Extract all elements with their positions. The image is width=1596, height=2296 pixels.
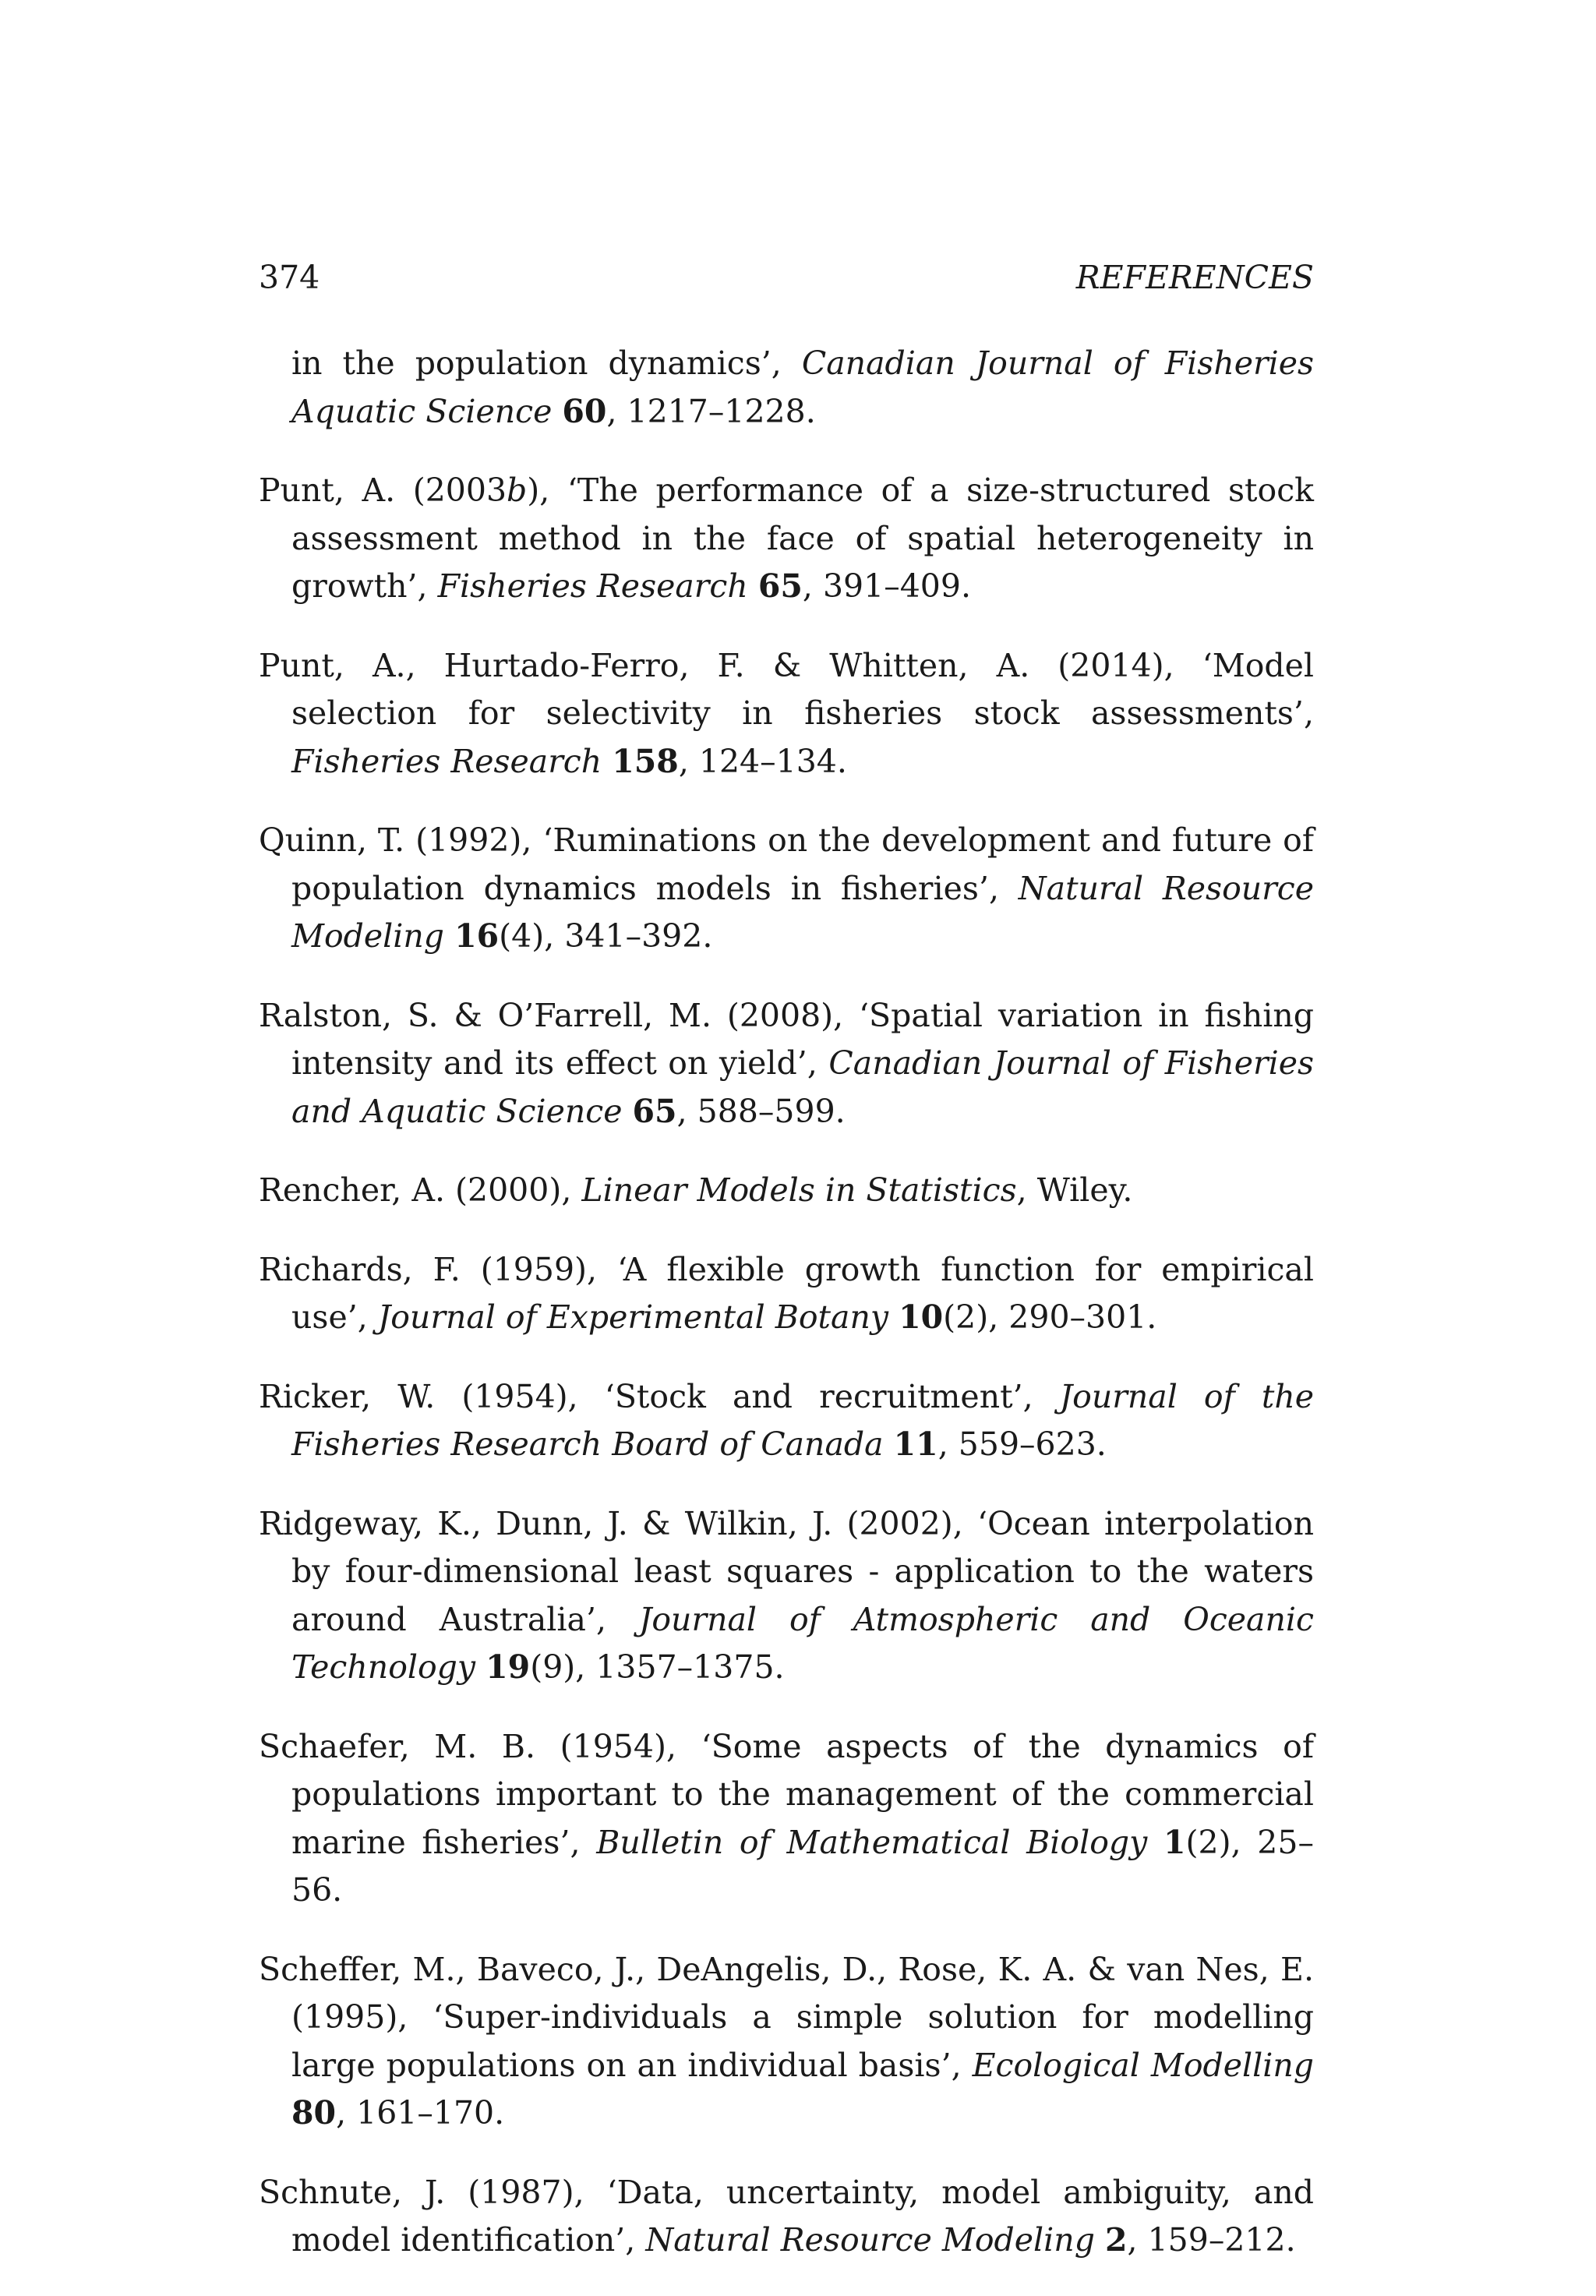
reference-text: ), ‘The performance of a size-structured stock assessment method in the face of spatial heterogeneity in growth’, (291, 472, 1315, 605)
reference-text (602, 743, 612, 780)
reference-text: , 124–134. (678, 742, 847, 780)
reference-text: , 391–409. (802, 567, 972, 605)
reference-italic-text: Journal of Atmospheric and Oceanic Technology (291, 1600, 1314, 1686)
reference-text: (4), 341–392. (499, 917, 713, 955)
reference-text: Ricker, W. (1954), ‘Stock and recruitment’, (259, 1377, 1060, 1415)
reference-volume: 65 (757, 567, 803, 605)
reference-text: Schnute, J. (1987), ‘Data, uncertainty, model ambiguity, and model identification’, (259, 2173, 1314, 2259)
reference-text (748, 567, 758, 605)
reference-volume: 2 (1104, 2221, 1128, 2259)
reference-text: , 161–170. (336, 2094, 505, 2132)
reference-text (1095, 2221, 1105, 2259)
reference-text: Quinn, T. (1992), ‘Ruminations on the development and future of population dynamics models in fisheries’, (259, 821, 1314, 907)
reference-italic-text: Canadian Journal of Fisheries and Aquatic Science (291, 1044, 1314, 1130)
reference-entry-continued (259, 340, 1314, 436)
reference-entry (259, 1723, 1314, 1915)
reference-italic-text: b (507, 472, 528, 509)
reference-volume: 65 (632, 1092, 677, 1130)
running-head (259, 254, 1314, 301)
reference-volume: 1 (1163, 1823, 1186, 1861)
reference-entry (259, 1946, 1314, 2138)
reference-italic-text: Journal of Experimental Botany (377, 1298, 889, 1336)
reference-volume: 10 (899, 1298, 944, 1336)
reference-italic-text: Natural Resource Modeling (645, 2221, 1095, 2259)
reference-entry (259, 817, 1314, 961)
reference-volume: 19 (486, 1648, 531, 1686)
reference-italic-text: Natural Resource Modeling (291, 869, 1314, 955)
reference-entry (259, 2169, 1314, 2265)
reference-text: , 159–212. (1127, 2221, 1296, 2259)
reference-text: Rencher, A. (2000), (259, 1171, 582, 1209)
reference-text: , 559–623. (937, 1425, 1107, 1463)
reference-text (622, 1093, 632, 1130)
reference-italic-text: Journal of the Fisheries Research Board of Canada (291, 1377, 1314, 1463)
reference-italic-text: Bulletin of Mathematical Biology (596, 1823, 1148, 1861)
reference-text (444, 917, 454, 955)
reference-text (888, 1298, 899, 1336)
reference-italic-text: Ecological Modelling (972, 2046, 1314, 2084)
reference-text: in the population dynamics’, (291, 344, 802, 382)
reference-text: (9), 1357–1375. (530, 1648, 785, 1686)
reference-text: , 588–599. (676, 1092, 846, 1130)
reference-list (259, 340, 1314, 2296)
reference-text: Ridgeway, K., Dunn, J. & Wilkin, J. (2002), ‘Ocean interpolation by four-dimensional least squares - application to the waters around Australia’, (259, 1504, 1314, 1638)
reference-text: , 1217–1228. (606, 392, 816, 430)
reference-text: (2), 290–301. (943, 1298, 1157, 1336)
reference-text: Schaefer, M. B. (1954), ‘Some aspects of the dynamics of populations important to the management of the commercial marine fisheries’, (259, 1727, 1314, 1861)
reference-entry (259, 642, 1314, 786)
reference-volume: 80 (291, 2094, 337, 2132)
reference-volume: 60 (562, 392, 607, 430)
reference-text: Ralston, S. & O’Farrell, M. (2008), ‘Spatial variation in fishing intensity and its effect on yield’, (259, 996, 1314, 1082)
reference-text (552, 393, 562, 430)
reference-text: Punt, A., Hurtado-Ferro, F. & Whitten, A. (2014), ‘Model selection for selectivity in fisheries stock assessments’, (259, 646, 1314, 732)
reference-text: , Wiley. (1016, 1171, 1133, 1209)
reference-text (475, 1648, 486, 1686)
reference-entry (259, 1373, 1314, 1469)
reference-italic-text: Linear Models in Statistics (581, 1171, 1017, 1209)
reference-italic-text: Canadian Journal of Fisheries Aquatic Science (291, 344, 1315, 430)
reference-entry (259, 1167, 1314, 1215)
page-number: 374 (259, 259, 320, 296)
reference-text: Richards, F. (1959), ‘A flexible growth function for empirical use’, (259, 1250, 1314, 1336)
section-title: REFERENCES (1075, 259, 1314, 296)
reference-volume: 158 (612, 742, 679, 780)
reference-text (884, 1425, 894, 1463)
reference-italic-text: Fisheries Research (437, 567, 748, 605)
reference-text: Scheffer, M., Baveco, J., DeAngelis, D., Rose, K. A. & van Nes, E. (1995), ‘Super-individuals a simple solution for modelling large populations on an individual basis’, (259, 1950, 1314, 2084)
reference-entry (259, 1246, 1314, 1342)
reference-italic-text: Fisheries Research (291, 742, 602, 780)
reference-entry (259, 992, 1314, 1136)
reference-volume: 11 (893, 1425, 938, 1463)
reference-text: Punt, A. (2003 (259, 472, 507, 509)
reference-volume: 16 (454, 917, 500, 955)
reference-text (1147, 1824, 1163, 1861)
reference-text: (2), 25–56. (291, 1823, 1314, 1909)
reference-entry (259, 1500, 1314, 1692)
reference-entry (259, 467, 1314, 611)
